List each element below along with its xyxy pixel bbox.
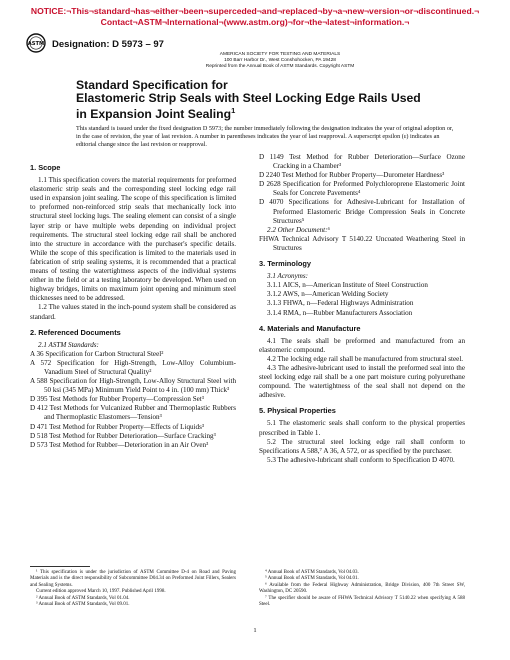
acronym-item: 3.1.1 AICS, n—American Institute of Steel Construction bbox=[267, 281, 428, 290]
materials-heading: 4. Materials and Manufacture bbox=[259, 323, 361, 333]
svg-text:ASTM: ASTM bbox=[27, 41, 45, 48]
reference-item: A 588 Specification for High-Strength, Low-Alloy Structural Steel with 50 ksi (345 MPa) Minimum Yield Point to 4 in. (100 mm) Thick³ bbox=[30, 377, 236, 395]
physical-properties-paragraph: 5.3 The adhesive-lubricant shall conform to Specification D 4070. bbox=[267, 455, 455, 464]
scope-paragraph: 1.2 The values stated in the inch-pound system shall be considered as standard. bbox=[30, 303, 236, 321]
footnote: ⁷ The specifier should be aware of FHWA Technical Advisory T 5140.22 when specifying A 588 Steel. bbox=[259, 595, 465, 608]
title-line: Elastomeric Strip Seals with Steel Locking Edge Rails Used bbox=[76, 90, 421, 105]
publisher-line: 100 Barr Harbor Dr., West Conshohocken, PA 19428 bbox=[224, 58, 336, 63]
title-line-text: in Expansion Joint Sealing bbox=[76, 106, 232, 121]
reference-item: D 2240 Test Method for Rubber Property—Durometer Hardness³ bbox=[259, 171, 445, 180]
page-number: 1 bbox=[253, 627, 257, 634]
footnotes-left bbox=[30, 570, 236, 608]
materials-paragraph: 4.1 The seals shall be preformed and manufactured from an elastomeric compound. bbox=[259, 336, 465, 354]
reference-item: D 573 Test Method for Rubber—Deterioration in an Air Oven³ bbox=[30, 440, 209, 449]
title-footnote-marker: 1 bbox=[231, 105, 236, 115]
footnote: ¹ This specification is under the jurisdiction of ASTM Committee D-4 on Road and Paving Materials and is the direct responsibility of Subcommittee D04.34 on Preformed Joint Fillers, Sealers and Sealing Systems. bbox=[30, 570, 236, 588]
footnote: Current edition approved March 10, 1997. Published April 1998. bbox=[36, 589, 166, 595]
title-line: Standard Specification for bbox=[76, 78, 228, 92]
acronyms-label: 3.1 Acronyms: bbox=[267, 272, 308, 281]
right-column bbox=[259, 153, 465, 465]
reference-item: D 412 Test Methods for Vulcanized Rubber and Thermoplastic Rubbers and Thermoplastic Elastomers—Tension³ bbox=[30, 404, 236, 422]
acronym-item: 3.1.3 FHWA, n—Federal Highways Administration bbox=[267, 299, 414, 308]
issuance-note: This standard is issued under the fixed designation D 5973; the number immediately following the designation indicates the year of original adoption or, in the case of revision, the year of last revision. A number in parentheses indicates the year of last reapproval. A superscript epsilon (ε) indicates an editorial change since the last revision or reapproval. bbox=[76, 125, 454, 148]
footnote: ² Annual Book of ASTM Standards, Vol 01.04. bbox=[36, 595, 130, 601]
terminology-heading: 3. Terminology bbox=[259, 259, 312, 269]
reference-item: D 2628 Specification for Preformed Polychloroprene Elastomeric Joint Seals for Concrete Pavements⁴ bbox=[259, 180, 465, 198]
reference-item: A 36 Specification for Carbon Structural Steel² bbox=[30, 349, 164, 358]
materials-paragraph: 4.3 The adhesive-lubricant used to install the preformed seal into the steel locking edge rail shall be a one part moisture curing polyurethane compound. The watertightness of the seal shall not depend on the adhesive. bbox=[259, 363, 465, 400]
title-line bbox=[76, 105, 436, 121]
publisher-block bbox=[170, 52, 390, 70]
document-title bbox=[76, 79, 436, 120]
scope-paragraph: 1.1 This specification covers the material requirements for preformed elastomeric strip seals and the corresponding steel locking edge rail used in expansion joint sealing. The scope of this specification is limited to preformed non-reinforced strip seals that mechanically lock into structural steel locking lugs. The sealing element can consist of a single layer strip or have multiple webs depending on individual project requirements. The structural steel locking edge rail shall be anchored into the structure in accordance with the purchaser's specific details. While the scope of this specification is limited to the materials used in fabrication of strip sealing systems, it is recommended that a practical means of testing the watertightness aspects of the individual systems either in the field or at a testing laboratory be developed. When used on highway bridges, limits on maximum joint opening and minimum steel thicknesses need to be addressed. bbox=[30, 176, 236, 303]
publisher-line: Reprinted from the Annual Book of ASTM Standards. Copyright ASTM bbox=[205, 64, 355, 69]
physical-properties-paragraph: 5.1 The elastomeric seals shall conform to the physical properties prescribed in Table 1. bbox=[259, 419, 465, 437]
left-column bbox=[30, 157, 236, 450]
acronym-item: 3.1.4 RMA, n—Rubber Manufacturers Association bbox=[267, 308, 413, 317]
footnote: ⁶ Available from the Federal Highway Administration, Bridge Division, 400 7th Street SW, Washington, DC 20590. bbox=[259, 582, 465, 595]
footnote-divider bbox=[30, 566, 90, 567]
astm-logo-icon bbox=[26, 33, 46, 53]
reference-item: FHWA Technical Advisory T 5140.22 Uncoated Weathering Steel in Structures bbox=[259, 234, 465, 252]
referenced-documents-heading: 2. Referenced Documents bbox=[30, 327, 121, 337]
acronym-item: 3.1.2 AWS, n—American Welding Society bbox=[267, 290, 389, 299]
footnote: ⁵ Annual Book of ASTM Standards, Vol 04.01. bbox=[265, 576, 359, 582]
supersession-notice bbox=[0, 6, 510, 28]
astm-standards-label: 2.1 ASTM Standards: bbox=[38, 340, 99, 349]
footnotes-right bbox=[259, 570, 465, 608]
materials-paragraph: 4.2 The locking edge rail shall be manufactured from structural steel. bbox=[267, 354, 464, 363]
notice-line-1: NOTICE:¬This¬standard¬has¬either¬been¬superceded¬and¬replaced¬by¬a¬new¬version¬or¬discontinued.¬ bbox=[30, 6, 480, 16]
publisher-line: AMERICAN SOCIETY FOR TESTING AND MATERIALS bbox=[219, 52, 341, 57]
reference-item: D 518 Test Method for Rubber Deterioration—Surface Cracking³ bbox=[30, 431, 216, 440]
footnote: ³ Annual Book of ASTM Standards, Vol 09.01. bbox=[36, 602, 130, 608]
reference-item: A 572 Specification for High-Strength, Low-Alloy Columbium-Vanadium Steel of Structural Quality² bbox=[30, 358, 236, 376]
designation: Designation: D 5973 – 97 bbox=[52, 39, 164, 50]
reference-item: D 395 Test Methods for Rubber Property—Compression Set³ bbox=[30, 395, 204, 404]
scope-heading: 1. Scope bbox=[30, 163, 61, 172]
reference-item: D 4070 Specifications for Adhesive-Lubricant for Installation of Preformed Elastomeric Bridge Compression Seals in Concrete Structures⁵ bbox=[259, 198, 465, 225]
reference-item: D 471 Test Method for Rubber Property—Effects of Liquids³ bbox=[30, 422, 204, 431]
other-document-label: 2.2 Other Document:⁶ bbox=[267, 225, 330, 234]
reference-item: D 1149 Test Method for Rubber Deterioration—Surface Ozone Cracking in a Chamber³ bbox=[259, 153, 465, 171]
physical-properties-heading: 5. Physical Properties bbox=[259, 406, 336, 416]
notice-line-2: Contact¬ASTM¬International¬(www.astm.org)¬for¬the¬latest¬information.¬ bbox=[100, 17, 410, 27]
physical-properties-paragraph: 5.2 The structural steel locking edge rail shall conform to Specifications A 588,⁷ A 36, A 572, or as specified by the purchaser. bbox=[259, 437, 465, 455]
footnote: ⁴ Annual Book of ASTM Standards, Vol 04.03. bbox=[265, 570, 359, 575]
